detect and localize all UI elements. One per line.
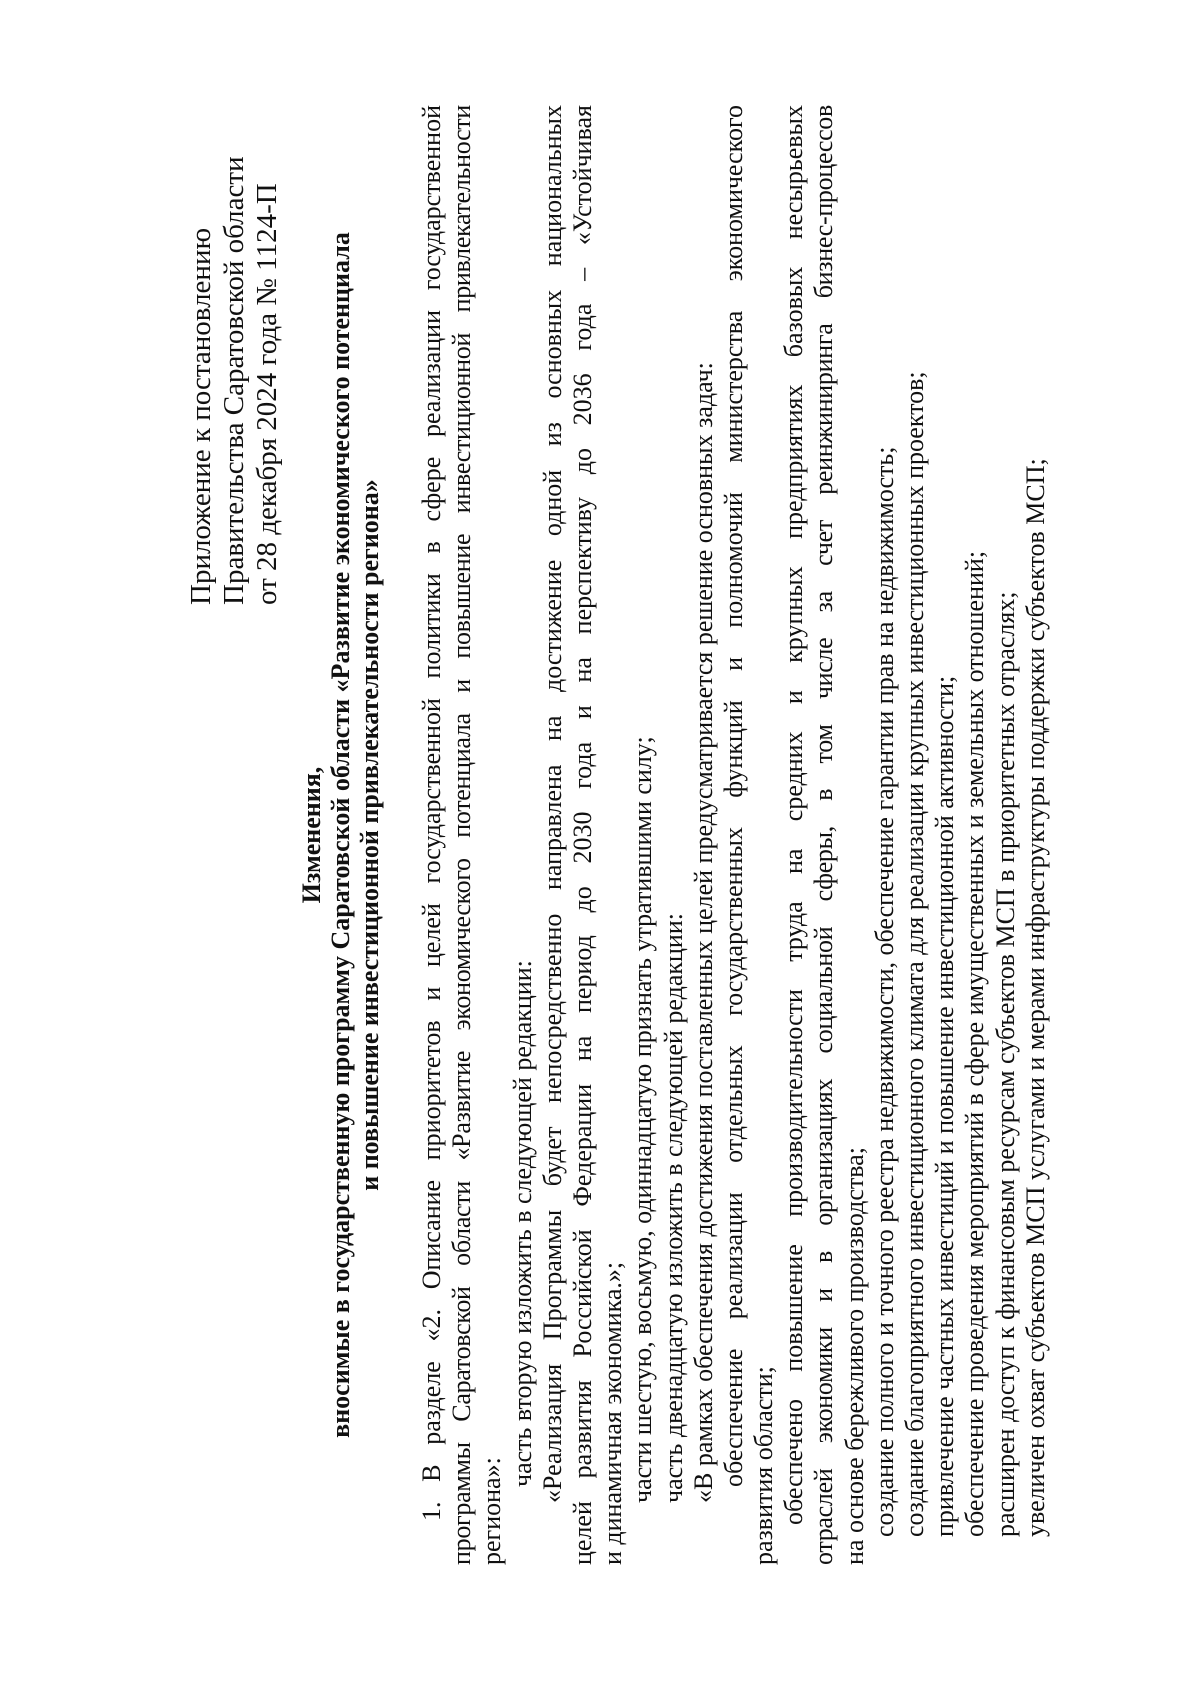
body-line: «В рамках обеспечения достижения поставленных целей предусматривается решение основных задач: [688, 362, 718, 1503]
body-line: программы Саратовской области «Развитие экономического потенциала и повышение инвестиционной привлекательности [447, 105, 477, 1565]
document-body [417, 105, 1051, 1565]
body-line: обеспечение реализации отдельных государственных функций и полномочий министерства экономического [718, 105, 748, 1487]
body-line: 1. В разделе «2. Описание приоритетов и целей государственной политики в сфере реализации государственной [417, 105, 446, 1521]
header-line: Приложение к постановлению [185, 227, 217, 605]
body-line: «Реализация Программы будет непосредственно направлена на достижение одной из основных национальных [537, 105, 567, 1503]
header-line: от 28 декабря 2024 года № 1124-П [251, 183, 283, 605]
title-line: и повышение инвестиционной привлекательности региона» [355, 479, 384, 1191]
body-line: создание полного и точного реестра недвижимости, обеспечение гарантии прав на недвижимость; [869, 446, 899, 1537]
header-line: Правительства Саратовской области [218, 156, 250, 605]
body-line: развития области; [749, 1366, 779, 1565]
title-line: Изменения, [297, 766, 326, 904]
rotated-document-content [185, 105, 1050, 1565]
appendix-header [185, 135, 284, 605]
body-line: обеспечено повышение производительности труда на средних и крупных предприятиях базовых несырьевых [779, 105, 809, 1525]
body-line: части шестую, восьмую, одиннадцатую признать утратившими силу; [628, 736, 658, 1503]
body-line: на основе бережливого производства; [839, 1147, 869, 1565]
body-line: часть двенадцатую изложить в следующей редакции: [658, 913, 688, 1503]
title-line: вносимые в государственную программу Саратовской области «Развитие экономического потенциала [326, 232, 355, 1438]
body-line: часть вторую изложить в следующей редакции: [507, 960, 537, 1487]
document-title [297, 105, 384, 1565]
body-line: и динамичная экономика.»; [598, 1261, 628, 1565]
body-line: расширен доступ к финансовым ресурсам субъектов МСП в приоритетных отраслях; [990, 591, 1020, 1537]
body-line: региона»: [477, 1457, 507, 1565]
body-line: создание благоприятного инвестиционного климата для реализации крупных инвестиционных проектов; [900, 371, 929, 1537]
body-line: целей развития Российской Федерации на период до 2030 года и на перспективу до 2036 года – «Устойчивая [567, 105, 597, 1565]
body-line: отраслей экономики и в организациях социальной сферы, в том числе за счет реинжиниринга бизнес-процессов [809, 105, 839, 1565]
body-line: обеспечение проведения мероприятий в сфере имущественных и земельных отношений; [960, 550, 990, 1537]
body-line: увеличен охват субъектов МСП услугами и мерами инфраструктуры поддержки субъектов МСП; [1020, 458, 1050, 1537]
body-line: привлечение частных инвестиций и повышение инвестиционной активности; [930, 675, 960, 1537]
